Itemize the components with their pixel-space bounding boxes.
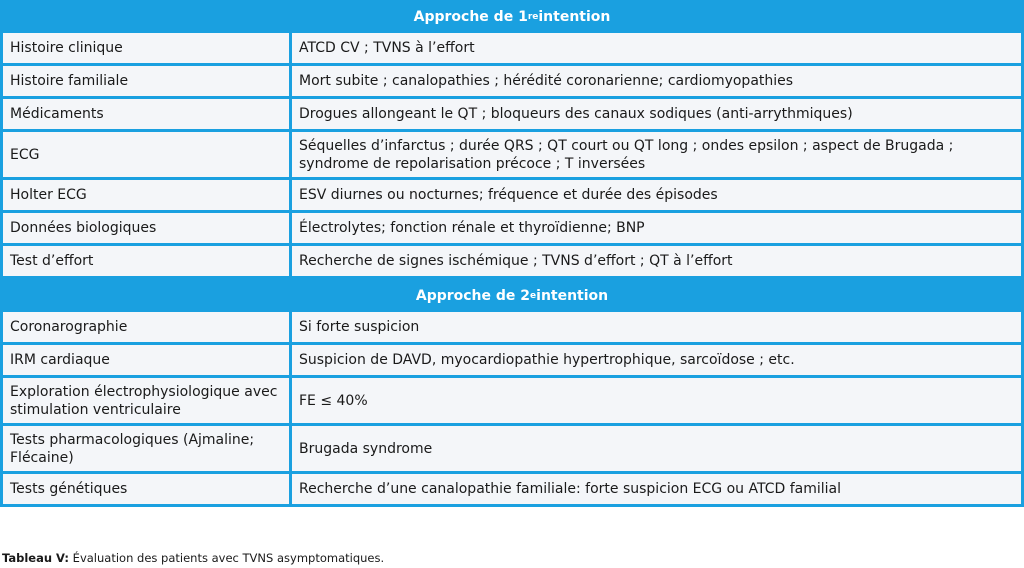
section-header: Approche de 1 re intention bbox=[0, 0, 1024, 33]
row-label: Tests pharmacologiques (Ajmaline; Flécaine) bbox=[3, 426, 289, 471]
table-row bbox=[0, 180, 1024, 213]
caption-text: Évaluation des patients avec TVNS asymptomatiques. bbox=[69, 551, 385, 565]
row-value: Mort subite ; canalopathies ; hérédité coronarienne; cardiomyopathies bbox=[292, 66, 1021, 96]
row-value: Suspicion de DAVD, myocardiopathie hypertrophique, sarcoïdose ; etc. bbox=[292, 345, 1021, 375]
row-label: Exploration électrophysiologique avec stimulation ventriculaire bbox=[3, 378, 289, 423]
row-label: Tests génétiques bbox=[3, 474, 289, 504]
row-label: Coronarographie bbox=[3, 312, 289, 342]
table-row bbox=[0, 99, 1024, 132]
row-label: IRM cardiaque bbox=[3, 345, 289, 375]
row-label: Histoire clinique bbox=[3, 33, 289, 63]
section-header: Approche de 2 e intention bbox=[0, 279, 1024, 312]
row-value: Recherche de signes ischémique ; TVNS d’effort ; QT à l’effort bbox=[292, 246, 1021, 276]
row-value: ATCD CV ; TVNS à l’effort bbox=[292, 33, 1021, 63]
row-value: Recherche d’une canalopathie familiale: forte suspicion ECG ou ATCD familial bbox=[292, 474, 1021, 504]
table-row bbox=[0, 378, 1024, 426]
table-row bbox=[0, 213, 1024, 246]
section-title: Approche de 2 bbox=[415, 287, 531, 304]
row-value: ESV diurnes ou nocturnes; fréquence et durée des épisodes bbox=[292, 180, 1021, 210]
table-row bbox=[0, 426, 1024, 474]
section-title-rest: intention bbox=[538, 8, 611, 25]
row-label: Médicaments bbox=[3, 99, 289, 129]
row-value: Drogues allongeant le QT ; bloqueurs des canaux sodiques (anti-arrythmiques) bbox=[292, 99, 1021, 129]
row-label: Histoire familiale bbox=[3, 66, 289, 96]
row-value: Électrolytes; fonction rénale et thyroïdienne; BNP bbox=[292, 213, 1021, 243]
table-row bbox=[0, 33, 1024, 66]
row-value: Si forte suspicion bbox=[292, 312, 1021, 342]
table-caption bbox=[2, 551, 384, 565]
table-row bbox=[0, 312, 1024, 345]
row-label: Test d’effort bbox=[3, 246, 289, 276]
section-title-rest: intention bbox=[536, 287, 609, 304]
row-value: Séquelles d’infarctus ; durée QRS ; QT court ou QT long ; ondes epsilon ; aspect de Brugada ; syndrome de repolarisation précoce ; T inversées bbox=[292, 132, 1021, 177]
row-label: ECG bbox=[3, 132, 289, 177]
table-row bbox=[0, 246, 1024, 279]
section-title: Approche de 1 bbox=[413, 8, 528, 25]
row-value: Brugada syndrome bbox=[292, 426, 1021, 471]
row-label: Holter ECG bbox=[3, 180, 289, 210]
table-row bbox=[0, 132, 1024, 180]
table-row bbox=[0, 345, 1024, 378]
row-value: FE ≤ 40% bbox=[292, 378, 1021, 423]
caption-label: Tableau V: bbox=[2, 551, 70, 565]
row-label: Données biologiques bbox=[3, 213, 289, 243]
table-row bbox=[0, 474, 1024, 507]
table-row bbox=[0, 66, 1024, 99]
